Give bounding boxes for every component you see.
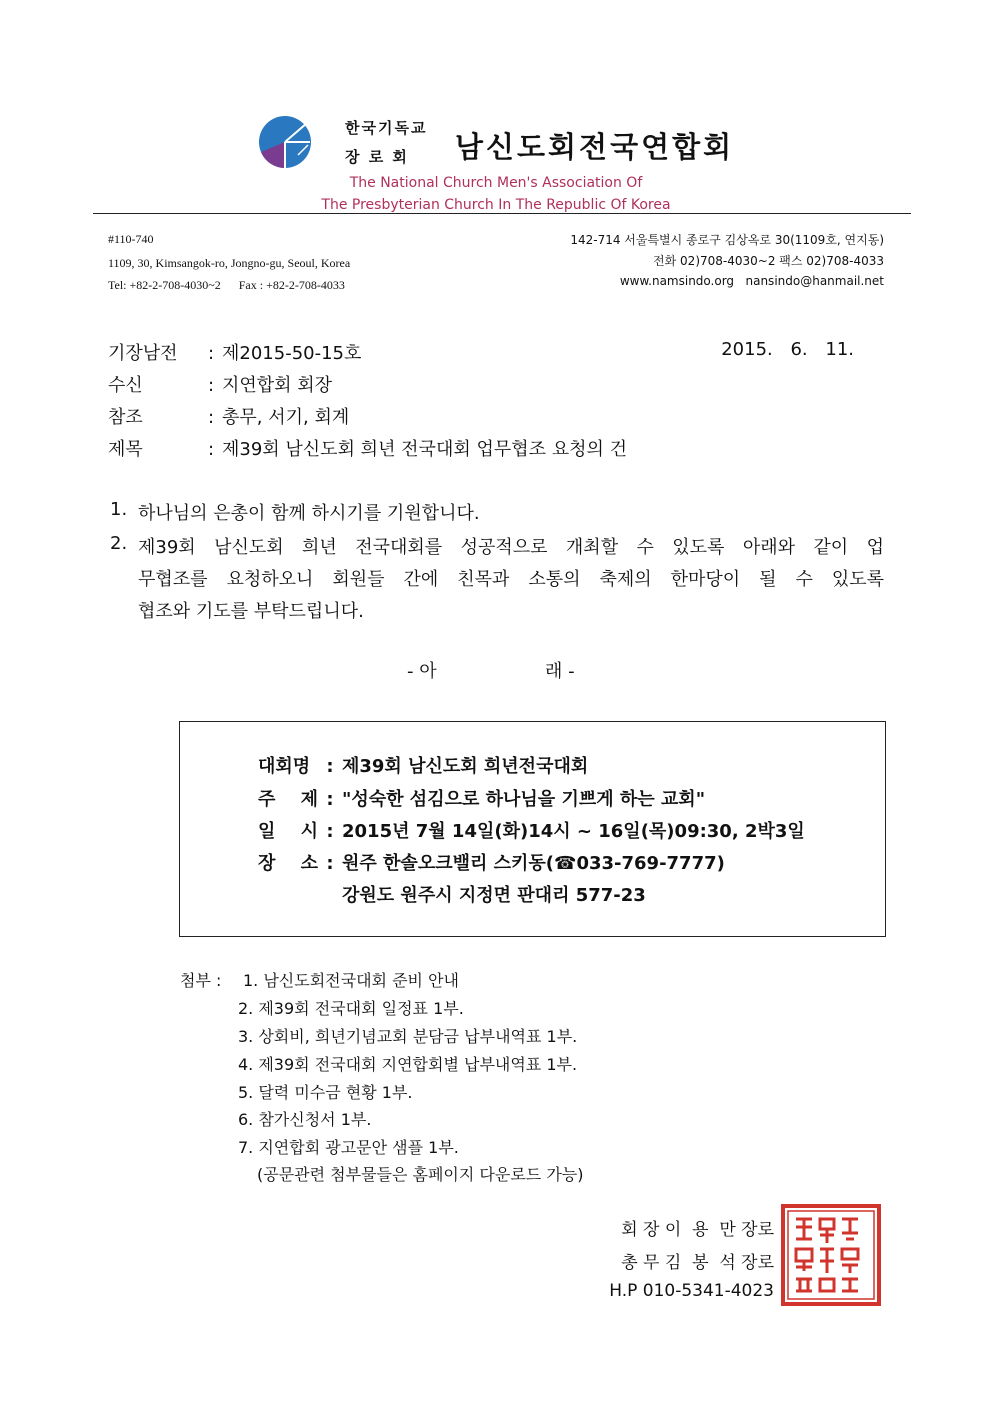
event-name-label: 대회명 bbox=[258, 756, 311, 777]
colon: : bbox=[326, 821, 334, 842]
reference-value: 총무, 서기, 회계 bbox=[222, 407, 350, 428]
attachments-note: (공문관련 첨부물들은 홈페이지 다운로드 가능) bbox=[257, 1165, 584, 1184]
paragraph-1-number: 1. bbox=[110, 499, 128, 520]
event-place-row bbox=[258, 849, 725, 875]
attachment-item-1: 1. 남신도회전국대회 준비 안내 bbox=[243, 971, 459, 990]
colon: : bbox=[326, 789, 334, 810]
address-en-line1: #110-740 bbox=[108, 232, 154, 246]
event-name-row bbox=[258, 752, 588, 778]
reference-label: 참조 bbox=[108, 407, 143, 428]
org-subtitle-line2: 장 로 회 bbox=[345, 148, 409, 166]
header-divider bbox=[93, 213, 911, 214]
reference-row bbox=[108, 403, 349, 429]
attachment-item-5: 5. 달력 미수금 현황 1부. bbox=[238, 1083, 413, 1102]
event-name-value: 제39회 남신도회 희년전국대회 bbox=[342, 756, 589, 777]
org-subtitle-line1: 한국기독교 bbox=[345, 119, 428, 137]
event-place-value: 원주 한솔오크밸리 스키동(☎033-769-7777) bbox=[342, 853, 725, 874]
address-ko-line1: 142-714 서울특별시 종로구 김상옥로 30(1109호, 연지동) bbox=[570, 233, 884, 247]
below-heading-left: - 아 bbox=[407, 661, 437, 682]
address-en-line3: Tel: +82-2-708-4030~2 Fax : +82-2-708-4033 bbox=[108, 278, 345, 292]
event-time-label: 일 시 bbox=[258, 821, 318, 842]
signature-phone: H.P 010-5341-4023 bbox=[609, 1281, 774, 1301]
attachment-item-7: 7. 지연합회 광고문안 샘플 1부. bbox=[238, 1138, 459, 1157]
paragraph-1: 하나님의 은총이 함께 하시기를 기원합니다. bbox=[138, 503, 480, 524]
event-time-value: 2015년 7월 14일(화)14시 ~ 16일(목)09:30, 2박3일 bbox=[342, 821, 805, 842]
doc-number-row bbox=[108, 339, 361, 365]
event-theme-row bbox=[258, 785, 705, 811]
colon: : bbox=[207, 439, 215, 460]
english-name-line1: The National Church Men's Association Of bbox=[349, 175, 643, 191]
paragraph-2-line1: 제39회 남신도회 희년 전국대회를 성공적으로 개최할 수 있도록 아래와 같이 업 bbox=[138, 537, 884, 558]
signature-secretary: 총 무 김 봉 석 장로 bbox=[621, 1253, 774, 1273]
address-en-line2: 1109, 30, Kimsangok-ro, Jongno-gu, Seoul, Korea bbox=[108, 256, 351, 270]
english-name-line2: The Presbyterian Church In The Republic Of Korea bbox=[321, 197, 671, 213]
recipient-label: 수신 bbox=[108, 375, 143, 396]
event-theme-label: 주 제 bbox=[258, 789, 318, 810]
signature-president: 회 장 이 용 만 장로 bbox=[621, 1220, 774, 1240]
attachments-label: 첨부 : bbox=[180, 971, 222, 990]
event-place-label: 장 소 bbox=[258, 853, 318, 874]
event-place-address: 강원도 원주시 지정면 판대리 577-23 bbox=[342, 885, 646, 906]
colon: : bbox=[326, 756, 334, 777]
recipient-row bbox=[108, 371, 332, 397]
below-heading-right: 래 - bbox=[545, 661, 575, 682]
paragraph-2-number: 2. bbox=[110, 533, 128, 554]
event-theme-value: "성숙한 섬김으로 하나님을 기쁘게 하는 교회" bbox=[342, 789, 706, 810]
attachment-item-3: 3. 상회비, 희년기념교회 분담금 납부내역표 1부. bbox=[238, 1027, 578, 1046]
recipient-value: 지연합회 회장 bbox=[222, 375, 333, 396]
org-name: 남신도회전국연합회 bbox=[455, 130, 735, 164]
doc-number-value: 제2015-50-15호 bbox=[222, 343, 362, 364]
doc-number-label: 기장남전 bbox=[108, 343, 178, 364]
event-time-row bbox=[258, 817, 805, 843]
colon: : bbox=[207, 375, 215, 396]
attachment-item-2: 2. 제39회 전국대회 일정표 1부. bbox=[238, 999, 464, 1018]
official-seal-stamp-icon bbox=[780, 1203, 882, 1307]
paragraph-2-line3: 협조와 기도를 부탁드립니다. bbox=[138, 601, 364, 622]
association-logo-icon bbox=[258, 115, 312, 169]
attachment-item-6: 6. 참가신청서 1부. bbox=[238, 1110, 372, 1129]
address-ko-line2: 전화 02)708-4030~2 팩스 02)708-4033 bbox=[653, 254, 884, 268]
subject-value: 제39회 남신도회 희년 전국대회 업무협조 요청의 건 bbox=[222, 439, 627, 460]
colon: : bbox=[326, 853, 334, 874]
attachment-item-4: 4. 제39회 전국대회 지연합회별 납부내역표 1부. bbox=[238, 1055, 578, 1074]
document-date: 2015. 6. 11. bbox=[721, 339, 854, 360]
colon: : bbox=[207, 343, 215, 364]
paragraph-2-line2: 무협조를 요청하오니 회원들 간에 친목과 소통의 축제의 한마당이 될 수 있도록 bbox=[138, 569, 884, 590]
address-ko-line3: www.namsindo.org nansindo@hanmail.net bbox=[619, 274, 884, 288]
subject-label: 제목 bbox=[108, 439, 143, 460]
subject-row bbox=[108, 435, 627, 461]
colon: : bbox=[207, 407, 215, 428]
